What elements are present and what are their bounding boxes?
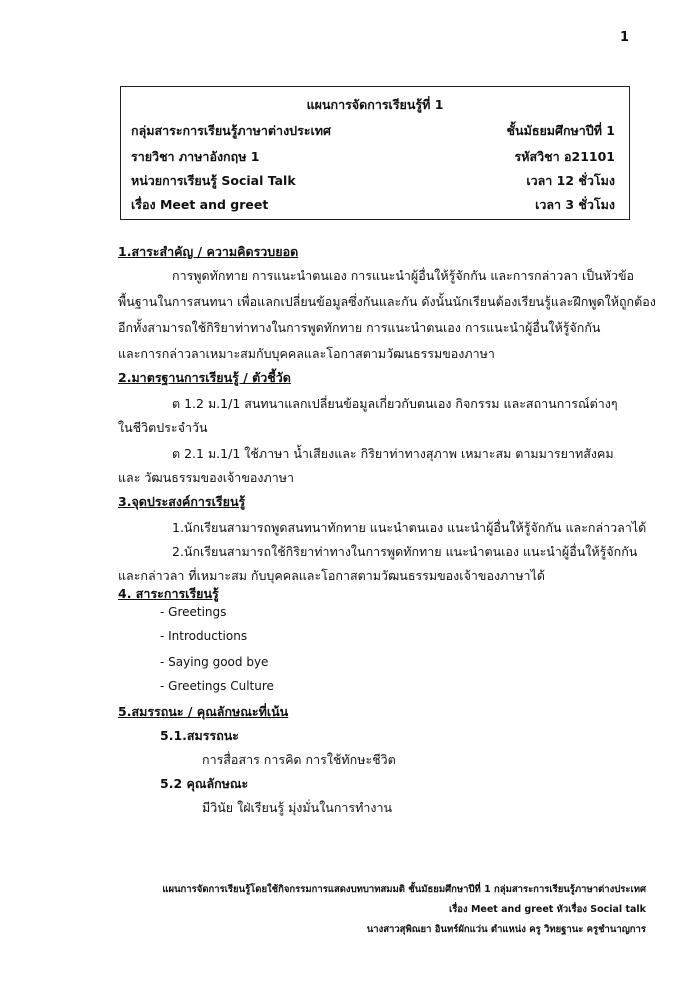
section-2-line: ต 1.2 ม.1/1 สนทนาแลกเปลี่ยนข้อมูลเกี่ยวกับตนเอง กิจกรรม และสถานการณ์ต่างๆ [172, 396, 618, 411]
section-3-line: และกล่าวลา ที่เหมาะสม กับบุคคลและโอกาสตามวัฒนธรรมของเจ้าของภาษาได้ [118, 568, 545, 583]
content-list-item: - Greetings Culture [160, 679, 274, 693]
characteristic-text: มีวินัย ใฝ่เรียนรู้ มุ่งมั่นในการทำงาน [202, 800, 393, 815]
section-1-line: และการกล่าวลาเหมาะสมกับบุคคลและโอกาสตามวัฒนธรรมของภาษา [118, 346, 495, 361]
page-number: 1 [620, 30, 630, 45]
section-2-line: และ วัฒนธรรมของเจ้าของภาษา [118, 470, 295, 485]
characteristic-heading: 5.2 คุณลักษณะ [160, 776, 249, 791]
section-3-line: 2.นักเรียนสามารถใช้กิริยาท่าทางในการพูดทักทาย แนะนำตนเอง แนะนำผู้อื่นให้รู้จักกัน [172, 544, 638, 559]
lesson-plan-title: แผนการจัดการเรียนรู้ที่ 1 [306, 97, 444, 112]
competency-heading: 5.1.สมรรถนะ [160, 728, 240, 743]
section-3-heading: 3.จุดประสงค์การเรียนรู้ [118, 494, 246, 509]
topic-time: เวลา 3 ชั่วโมง [535, 197, 615, 212]
section-3-line: 1.นักเรียนสามารถพูดสนทนาทักทาย แนะนำตนเอง แนะนำผู้อื่นให้รู้จักกัน และกล่าวลาได้ [172, 520, 647, 535]
content-list-item: - Introductions [160, 629, 248, 643]
footer-author: นางสาวสุพิณยา อินทร์ผักแว่น ตำแหน่ง ครู วิทยฐานะ ครูชำนาญการ [366, 924, 646, 935]
section-1-line: อีกทั้งสามารถใช้กิริยาท่าทางในการพูดทักทาย การแนะนำตนเอง การแนะนำผู้อื่นให้รู้จักกัน [118, 320, 601, 335]
content-list-item: - Greetings [160, 605, 227, 619]
content-list-item: - Saying good bye [160, 655, 269, 669]
section-1-line: พื้นฐานในการสนทนา เพื่อแลกเปลี่ยนข้อมูลซึ่งกันและกัน ดังนั้นนักเรียนต้องเรียนรู้และฝึกพูดให้ถูกต้อง [118, 294, 656, 309]
unit-time: เวลา 12 ชั่วโมง [526, 173, 615, 188]
learning-group: กลุ่มสาระการเรียนรู้ภาษาต่างประเทศ [131, 123, 331, 138]
section-5-heading: 5.สมรรถนะ / คุณลักษณะที่เน้น [118, 704, 289, 719]
section-2-line: ในชีวิตประจำวัน [118, 420, 208, 435]
section-2-heading: 2.มาตรฐานการเรียนรู้ / ตัวชี้วัด [118, 370, 291, 385]
subject-name: รายวิชา ภาษาอังกฤษ 1 [131, 149, 260, 164]
subject-code: รหัสวิชา อ21101 [514, 149, 615, 164]
learning-unit: หน่วยการเรียนรู้ Social Talk [131, 173, 296, 188]
topic: เรื่อง Meet and greet [131, 197, 269, 212]
section-2-line: ต 2.1 ม.1/1 ใช้ภาษา น้ำเสียงและ กิริยาท่าทางสุภาพ เหมาะสม ตามมารยาทสังคม [172, 446, 614, 461]
footer-plan-info: แผนการจัดการเรียนรู้โดยใช้กิจกรรมการแสดงบทบาทสมมติ ชั้นมัธยมศึกษาปีที่ 1 กลุ่มสาระการเรียนรู้ภาษาต่างประเทศ [162, 884, 646, 895]
section-1-line: การพูดทักทาย การแนะนำตนเอง การแนะนำผู้อื่นให้รู้จักกัน และการกล่าวลา เป็นหัวข้อ [172, 268, 635, 283]
footer-topic: เรื่อง Meet and greet หัวเรื่อง Social talk [448, 904, 646, 915]
section-4-heading: 4. สาระการเรียนรู้ [118, 586, 219, 601]
lesson-header-box [120, 86, 630, 220]
section-1-heading: 1.สาระสำคัญ / ความคิดรวบยอด [118, 244, 299, 259]
grade-level: ชั้นมัธยมศึกษาปีที่ 1 [506, 123, 615, 138]
competency-text: การสื่อสาร การคิด การใช้ทักษะชีวิต [202, 752, 396, 767]
